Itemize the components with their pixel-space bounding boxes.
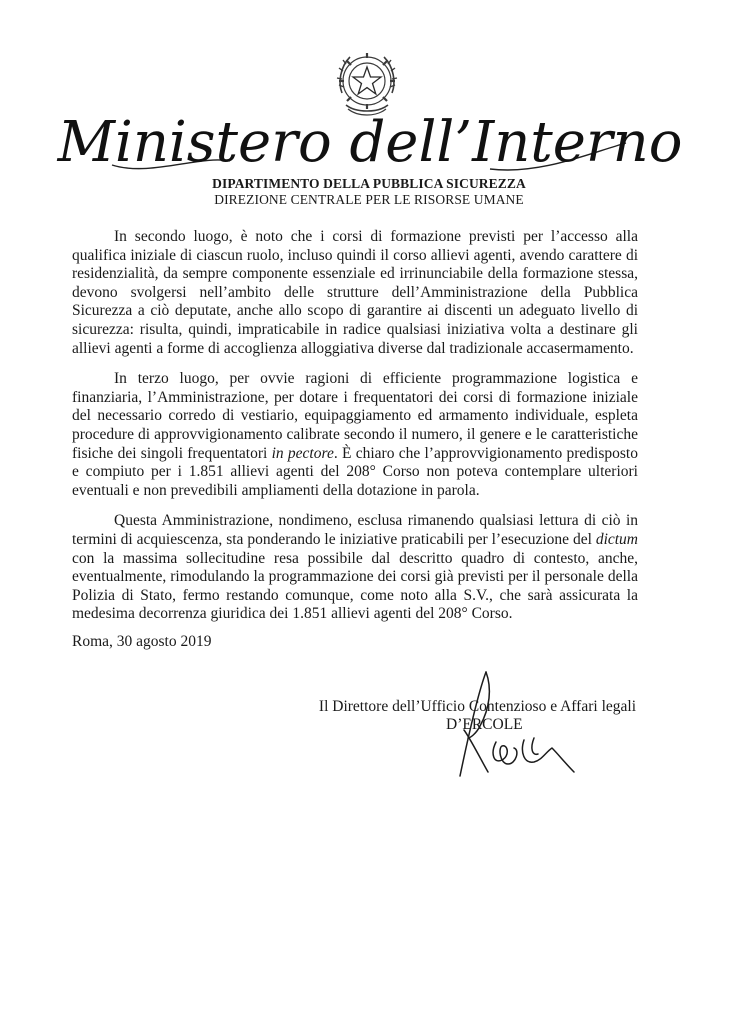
paragraph-1: In secondo luogo, è noto che i corsi di formazione previsti per l’accesso alla qualifica iniziale di ciascun ruolo, incluso quindi il corso allievi agenti, avendo carattere di residenzialità, da sempre componente essenziale ed irrinunciabile della formazione stessa, devono svolgersi nell’ambito delle strutture dell’Amministrazione della Pubblica Sicurezza a ciò deputate, anche allo scopo di garantire ai discenti un adeguato livello di sicurezza: risulta, quindi, impraticabile in radice qualsiasi iniziativa volta a destinare gli allievi agenti a forme di accoglienza alloggiativa diverse dal tradizionale accasermamento. [72, 228, 638, 357]
letter-body [72, 228, 638, 636]
ministry-title [57, 110, 683, 179]
directorate-name: DIREZIONE CENTRALE PER LE RISORSE UMANE [214, 192, 524, 207]
handwritten-signature [450, 668, 580, 788]
paragraph-3: Questa Amministrazione, nondimeno, esclusa rimanendo qualsiasi lettura di ciò in termini di acquiescenza, sta ponderando le iniziative praticabili per l’esecuzione del dictum con la massima sollecitudine resa possibile dal descritto quadro di contesto, anche, eventualmente, rimodulando la programmazione dei corsi già previsti per il personale della Polizia di Stato, fermo restando comunque, come noto alla S.V., che sarà assicurata la medesima decorrenza giuridica dei 1.851 allievi agenti del 208° Corso. [72, 512, 638, 623]
department-name: DIPARTIMENTO DELLA PUBBLICA SICUREZZA [212, 176, 526, 191]
signer-name: D’ERCOLE [446, 716, 523, 733]
ministry-title-text: Ministero dell’Interno [57, 110, 683, 175]
paragraph-2: In terzo luogo, per ovvie ragioni di efficiente programmazione logistica e finanziaria, l’Amministrazione, per dotare i frequentatori dei corsi di formazione iniziale del necessario corredo di vestiario, equipaggiamento ed armamento individuale, espleta procedure di approvvigionamento calibrate secondo il numero, il genere e le caratteristiche fisiche dei singoli frequentatori in pectore. È chiaro che l’approvvigionamento predisposto e compiuto per i 1.851 allievi agenti del 208° Corso non poteva contemplare ulteriori eventuali e non prevedibili ampliamenti della dotazione in parola. [72, 370, 638, 499]
place-date: Roma, 30 agosto 2019 [72, 633, 212, 650]
signer-role: Il Direttore dell’Ufficio Contenzioso e Affari legali [318, 698, 636, 715]
